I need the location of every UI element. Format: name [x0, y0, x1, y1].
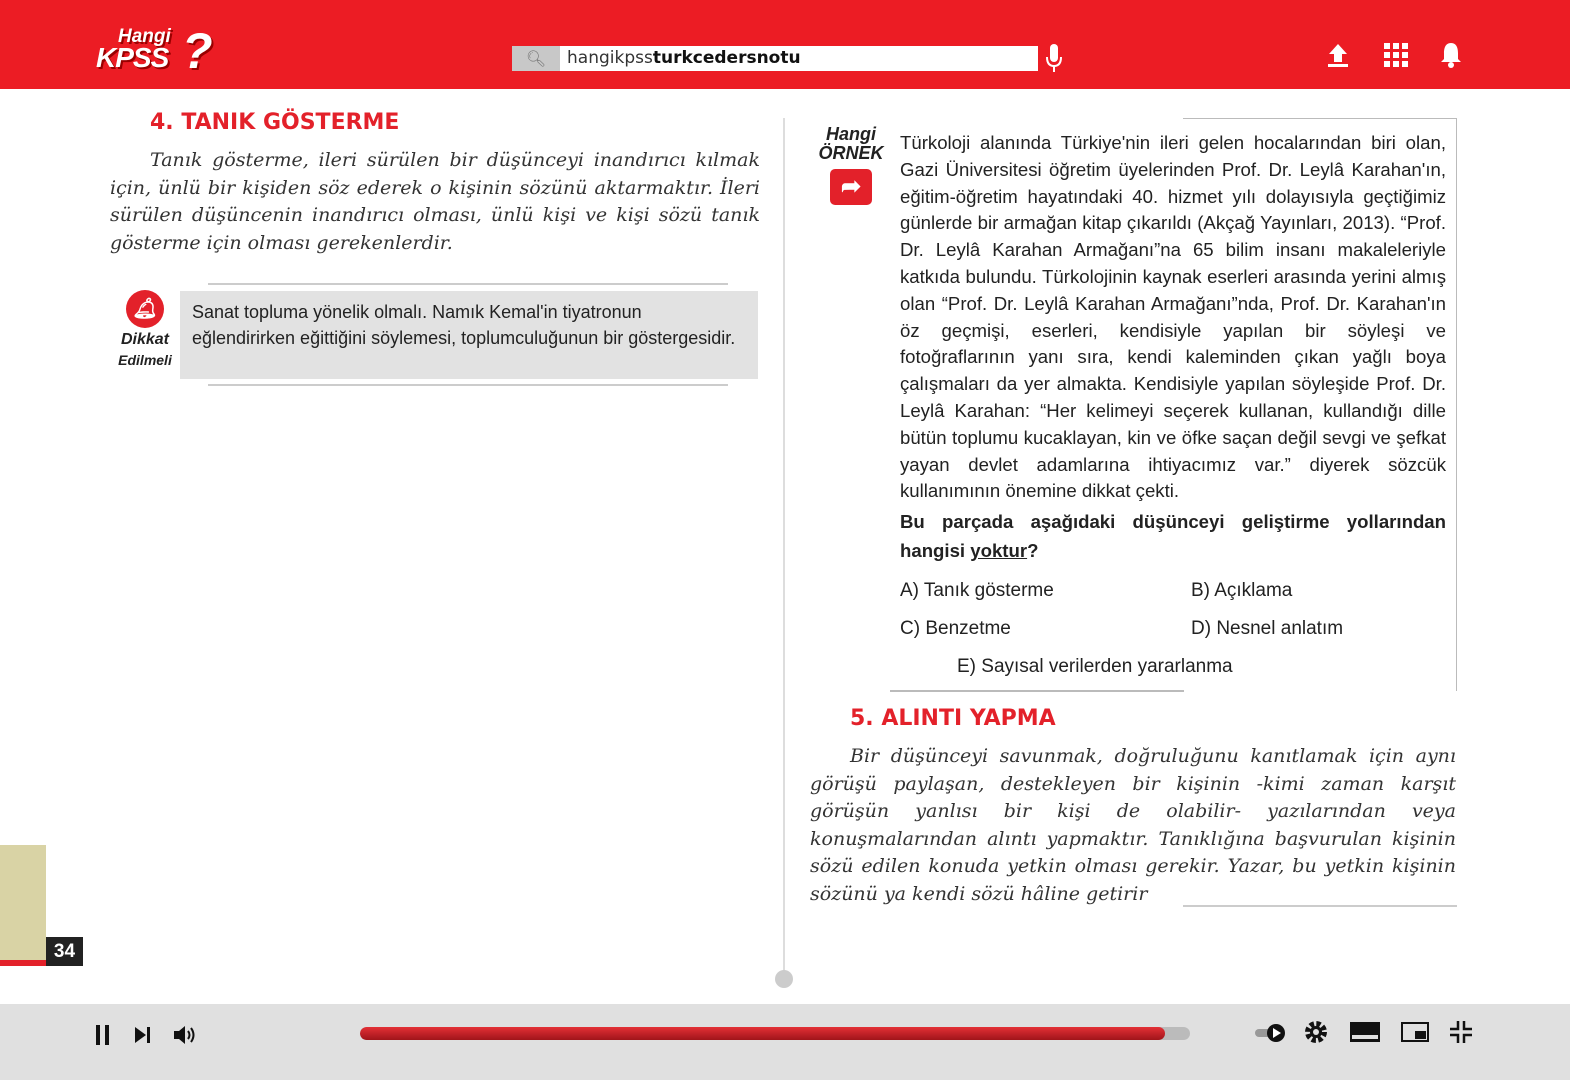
option-c: C) Benzetme	[900, 618, 1011, 639]
settings-gear-icon[interactable]	[1304, 1020, 1328, 1044]
section-title-tanik: 4. TANIK GÖSTERME	[150, 110, 400, 135]
volume-icon[interactable]	[174, 1024, 196, 1046]
example-question	[900, 507, 1446, 565]
next-icon[interactable]	[135, 1027, 151, 1043]
option-d: D) Nesnel anlatım	[1191, 618, 1344, 639]
ornek-badge	[815, 125, 887, 205]
question-text: Bu parçada aşağıdaki düşünceyi geliştirme yollarından hangisi	[900, 511, 1446, 562]
left-page	[110, 110, 760, 257]
section-alinti	[810, 706, 1456, 908]
top-bar	[0, 0, 1570, 89]
example-text-block	[900, 130, 1446, 565]
share-arrow-icon: ➦	[830, 169, 872, 205]
page-divider-handle[interactable]	[775, 970, 793, 988]
progress-bar[interactable]	[360, 1027, 1190, 1040]
page-side-tab	[0, 845, 46, 960]
search-input[interactable]	[560, 46, 801, 71]
page-number: 34	[46, 937, 83, 966]
autoplay-toggle-icon[interactable]	[1255, 1022, 1287, 1044]
progress-fill	[360, 1027, 1165, 1040]
question-mark: ?	[1027, 540, 1039, 562]
question-emphasis: yoktur	[970, 540, 1028, 562]
example-paragraph: Türkoloji alanında Türkiye'nin ileri gelen hocalarından biri olan, Gazi Üniversitesi öğretim üyelerinden Prof. Dr. Leylâ Karahan'ın, eğitim-öğretim hayatındaki 40. hizmet yılı dolayısıyla geçtiğimiz günlerde bir armağan kitap çıkarıldı (Akçağ Yayınları, 2013). “Prof. Dr. Leylâ Karahan Armağanı”na 65 bilim insanı makaleleriyle katkıda bulundu. Türkolojinin kaynak eserleri arasında yerini almış olan “Prof. Dr. Leylâ Karahan Armağanı”nda, Prof. Dr. Karahan'ın öz geçmişi, eserleri, kendisiyle yapılan bir söyleşi ve fotoğraflarının yanı sıra, kendi kaleminden çıkan yağlı boya çalışmaları da yer almakta. Kendisiyle yapılan söyleşide Prof. Dr. Leylâ Karahan: “Her kelimeyi seçerek kullanan, kullandığı dille bütün toplumu kucaklayan, kin ve öfke saçan değil sevgi ve şefkat yayan devlet adamlarına ihtiyacımız var.” diyerek sözcük kullanımının önemine dikkat çekti.	[900, 132, 1446, 502]
search-bar[interactable]	[512, 46, 1038, 71]
example-frame-bottom	[890, 690, 1184, 692]
dikkat-badge	[110, 290, 180, 370]
logo-text-bottom: KPSS	[96, 42, 169, 73]
theater-mode-icon[interactable]	[1350, 1022, 1380, 1042]
option-b: B) Açıklama	[1191, 580, 1293, 601]
logo-mark: ?	[182, 23, 213, 79]
divider	[208, 283, 728, 285]
notification-bell-icon[interactable]	[1439, 41, 1463, 69]
page-side-accent	[0, 960, 46, 966]
pause-icon[interactable]	[96, 1025, 110, 1045]
divider	[208, 384, 728, 386]
ornek-label: ÖRNEK	[818, 143, 884, 163]
logo-text-top: Hangi	[118, 26, 171, 47]
page-divider	[783, 118, 785, 980]
dikkat-label: Dikkat	[120, 331, 170, 348]
option-a: A) Tanık gösterme	[900, 580, 1054, 601]
video-controls	[0, 1004, 1570, 1080]
divider	[1183, 905, 1457, 907]
fullscreen-exit-icon[interactable]	[1450, 1021, 1472, 1043]
ornek-label-top: Hangi	[825, 124, 876, 144]
search-bold: turkcedersnotu	[652, 48, 801, 68]
search-icon[interactable]: 🔍︎	[512, 46, 560, 71]
tanik-paragraph: Tanık gösterme, ileri sürülen bir düşünceyi inandırıcı kılmak için, ünlü bir kişiden söz ederek o kişinin sözünü aktarmaktır. İleri sürülen düşüncenin inandırıcı olması, ünlü kişi ve kişi sözü tanık gösterme için olması gerekenlerdir.	[110, 149, 760, 254]
alert-bell-icon: 🔔︎	[126, 290, 164, 328]
dikkat-note: Sanat topluma yönelik olmalı. Namık Kemal'in tiyatronun eğlendirirken eğittiğini söylemesi, toplumculuğunun bir göstergesidir.	[180, 291, 758, 379]
section-title-alinti: 5. ALINTI YAPMA	[850, 706, 1056, 731]
search-prefix: hangikpss	[567, 48, 653, 68]
edilmeli-label: Edilmeli	[118, 352, 172, 368]
miniplayer-icon[interactable]	[1401, 1022, 1429, 1042]
apps-grid-icon[interactable]	[1384, 43, 1408, 67]
option-e: E) Sayısal verilerden yararlanma	[957, 656, 1233, 677]
microphone-icon[interactable]	[1046, 44, 1062, 74]
upload-icon[interactable]	[1326, 42, 1350, 68]
alinti-paragraph: Bir düşünceyi savunmak, doğruluğunu kanıtlamak için aynı görüşü paylaşan, destekleyen bir kişinin -kimi zaman karşıt görüşün yanlısı bir kişi de olabilir- yazılarından veya konuşmalarından alıntı yapmaktır. Tanıklığına başvurulan kişinin sözü edilen konuda yetkin olması gerekir. Yazar, bu yetkin kişinin sözünü ya kendi sözü hâline getirir	[810, 745, 1456, 905]
